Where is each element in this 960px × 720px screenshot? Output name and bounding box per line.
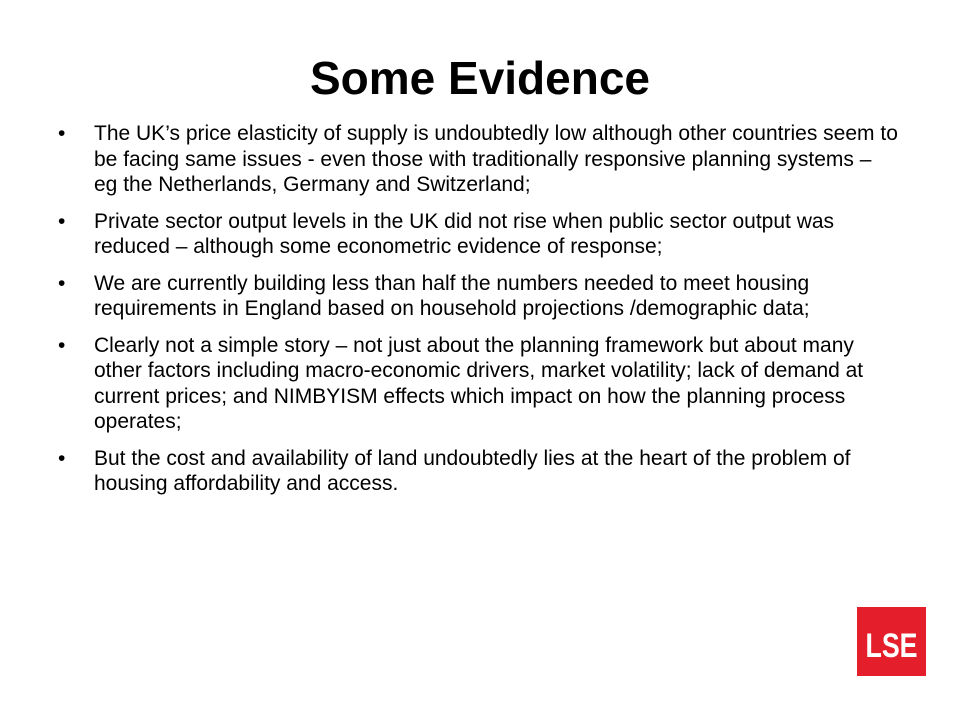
bullet-item xyxy=(58,333,898,435)
bullet-list xyxy=(58,121,898,508)
bullet-icon: • xyxy=(58,271,66,295)
lse-logo-text: LSE xyxy=(865,627,918,665)
bullet-item xyxy=(58,209,898,260)
lse-logo xyxy=(857,607,926,676)
slide-title: Some Evidence xyxy=(309,52,651,104)
bullet-icon: • xyxy=(58,122,66,145)
bullet-item xyxy=(58,271,898,322)
bullet-text: Private sector output levels in the UK did not rise when public sector output was reduced – although some econometric evidence of response; xyxy=(94,209,835,258)
bullet-item xyxy=(58,121,898,198)
bullet-icon: • xyxy=(58,209,66,233)
bullet-text: Clearly not a simple story – not just about the planning framework but about many other factors including macro-economic drivers, market volatility; lack of demand at current prices; and NIMBYISM effects which impact on how the planning process operates; xyxy=(94,333,864,433)
bullet-text: We are currently building less than half the numbers needed to meet housing requirements in England based on household projections /demographic data; xyxy=(94,271,810,320)
bullet-item xyxy=(58,446,898,497)
bullet-icon: • xyxy=(58,446,66,470)
bullet-icon: • xyxy=(58,333,66,357)
bullet-text: The UK’s price elasticity of supply is undoubtedly low although other countries seem to be facing same issues - even those with traditionally responsive planning systems – eg the Netherlands, Germany and Switzerland; xyxy=(94,122,898,196)
lse-logo-mark xyxy=(857,607,926,676)
bullet-text: But the cost and availability of land undoubtedly lies at the heart of the problem of housing affordability and access. xyxy=(94,446,851,495)
